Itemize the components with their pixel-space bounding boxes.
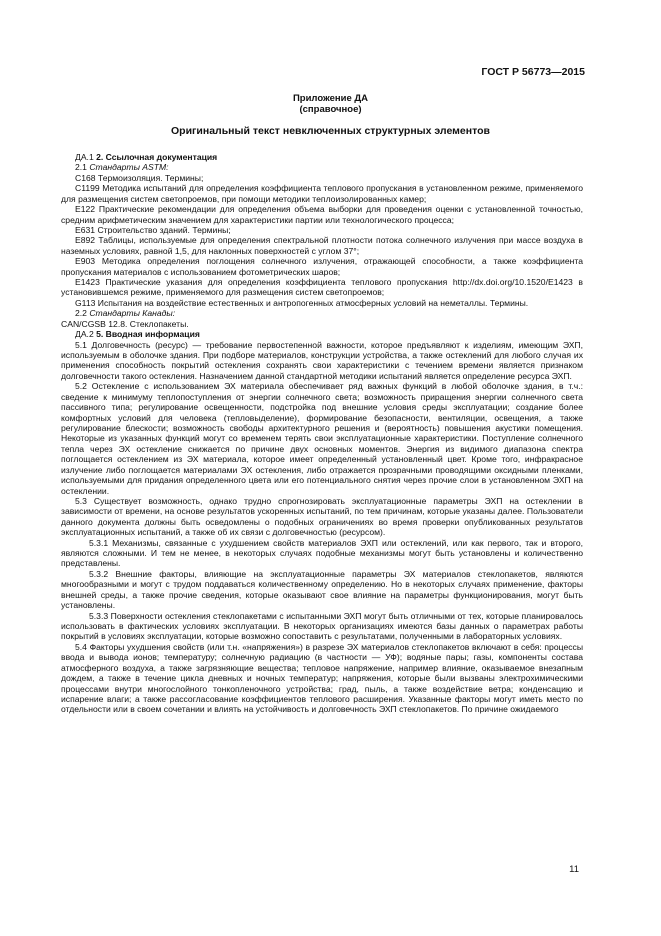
reference-item: G113 Испытания на воздействие естественных и антропогенных атмосферных условий на неметаллы. Термины. [75, 297, 529, 308]
reference-item: C1199 Методика испытаний для определения коэффициента теплового пропускания в установленном режиме, применяемого для размещения систем светопроемов, при помощи методики теплоизолированных камер; [61, 183, 583, 204]
paragraph-5-3-3: 5.3.3 Поверхности остекления стеклопакетами с испытанными ЭХП могут быть отличными от тех, которые планировалось использовать в фактических условиях эксплуатации. В некоторых организациях имеются базы данных о параметрах работы покрытий в условиях эксплуатации, которые возможно сопоставить с результатами, полученными в лабораторных условиях. [61, 610, 583, 642]
paragraph-5-2: 5.2 Остекление с использованием ЭХ материала обеспечивает ряд важных функций в любой оболочке здания, в т.ч.: сведение к минимуму теплопоступления от энергии солнечного света; возможность приращения энергии солнечного света пассивного типа; регулирование освещенности, подстройка под внешние условия среды эксплуатации; создание более комфортных условий для человека (тепловыделение), формирование безопасности, вентиляции, освещения, а также регулирование блескости; возможность свободы архитектурного решения и (вероятность) повышения акустики помещения. Некоторые из указанных функций могут со временем терять свои эксплуатационные характеристики. Поступление солнечного тепла через ЭХ остекление снижается по причине двух основных моментов. Энергия из видимого диапазона спектра поглощается остеклением из ЭХ материала, которое имеет определенный установленный цвет. Кроме того, инфракрасное излучение либо поглощается материалами ЭХ остекления, либо отражается прозрачными проводящими оксидными пленками, используемыми для придания определенного цвета или его потенциального снятия через прочие слои в установленном ЭХП на остеклении. [61, 381, 583, 496]
main-title: Оригинальный текст невключенных структурных элементов [171, 125, 490, 137]
reference-item: C168 Термоизоляция. Термины; [75, 172, 204, 183]
reference-item: CAN/CGSB 12.8. Стеклопакеты. [61, 318, 189, 329]
appendix-subtitle: (справочное) [299, 104, 362, 115]
section-heading-da2: ДА.2 5. Вводная информация [75, 329, 200, 340]
appendix-title: Приложение ДА [292, 93, 369, 104]
reference-item: E892 Таблицы, используемые для определения спектральной плотности потока солнечного излучения при массе воздуха в наземных условиях, равной 1,5, для наклонных поверхностей с углом 37°; [61, 235, 583, 256]
paragraph-5-1: 5.1 Долговечность (ресурс) — требование первостепенной важности, которое предъявляют к изделиям, имеющим ЭХП, используемым в оболочке здания. При подборе материалов, конструкции устройства, а также остеклений для любого случая их применения способность покрытий остекления сохранять свои характеристики с течением времени является признаком долговечности такого остекления. Назначением данной стандартной методики испытаний является определение ресурса ЭХП. [61, 339, 583, 381]
paragraph-5-3: 5.3 Существует возможность, однако трудно спрогнозировать эксплуатационные параметры ЭХП на остеклении в зависимости от времени, на основе результатов ускоренных испытаний, по тем причинам, которые указаны далее. Пользователи данного документа должны быть осведомлены о подобных ограничениях во время проверки опубликованных результатов эксплуатационных испытаний, а также об их связи с долговечностью (ресурсом). [61, 495, 583, 538]
reference-item: E631 Строительство зданий. Термины; [75, 224, 231, 235]
standard-code: ГОСТ Р 56773—2015 [481, 66, 585, 78]
reference-item: E122 Практические рекомендации для определения объема выборки для проведения оценки с установленной точностью, средним арифметическим значением для характеристики партии или технологического процесса; [61, 204, 583, 225]
subsection-heading-astm: 2.1 Стандарты ASTM: [75, 162, 169, 173]
reference-item: E903 Методика определения поглощения солнечного излучения, отражающей способности, а также коэффициента пропускания материалов с использованием фотометрических шаров; [61, 256, 583, 277]
document-body [61, 152, 583, 715]
page-number: 11 [569, 864, 579, 875]
reference-item: E1423 Практические указания для определения коэффициента теплового пропускания http://dx.doi.org/10.1520/E1423 в установившемся режиме, применяемого для размещения систем светопроемов; [61, 277, 583, 298]
section-heading-da1: ДА.1 2. Ссылочная документация [75, 152, 218, 162]
subsection-heading-canada: 2.2 Стандарты Канады: [75, 308, 176, 319]
paragraph-5-3-2: 5.3.2 Внешние факторы, влияющие на эксплуатационные параметры ЭХ материалов стеклопакетов, являются многообразными и могут с трудом поддаваться количественному определению. Но в некоторых случаях применение, факторы внешней среды, а также прочие сведения, которые оказывают свое влияние на параметры функционирования, могут быть установлены. [61, 568, 583, 611]
paragraph-5-4: 5.4 Факторы ухудшения свойств (или т.н. «напряжения») в разрезе ЭХ материалов стеклопакетов включают в себя: процессы ввода и вывода ионов; температуру; солнечную радиацию (в частности — УФ); водяные пары; газы, компоненты состава атмосферного воздуха, а также загрязняющие вещества; тепловое напряжение, например влияние, оказываемое внезапным дождем, а также в течение цикла дневных и ночных температур; напряжения, которые были вызваны электрохимическими процессами внутри многослойного тонкопленочного устройства; град, пыль, а также воздействие ветра; конденсацию и испарение влаги; а также рассогласование коэффициентов теплового расширения. Указанные факторы могут иметь место по отдельности или в своем сочетании и влиять на устойчивость и долговечность ЭХП стеклопакетов. По причине ожидаемого [61, 641, 583, 715]
appendix-heading [0, 93, 661, 115]
paragraph-5-3-1: 5.3.1 Механизмы, связанные с ухудшением свойств материалов ЭХП или остеклений, или как первого, так и второго, являются сложными. И тем не менее, в некоторых случаях подобные механизмы могут быть установлены и количественно представлены. [61, 537, 583, 569]
